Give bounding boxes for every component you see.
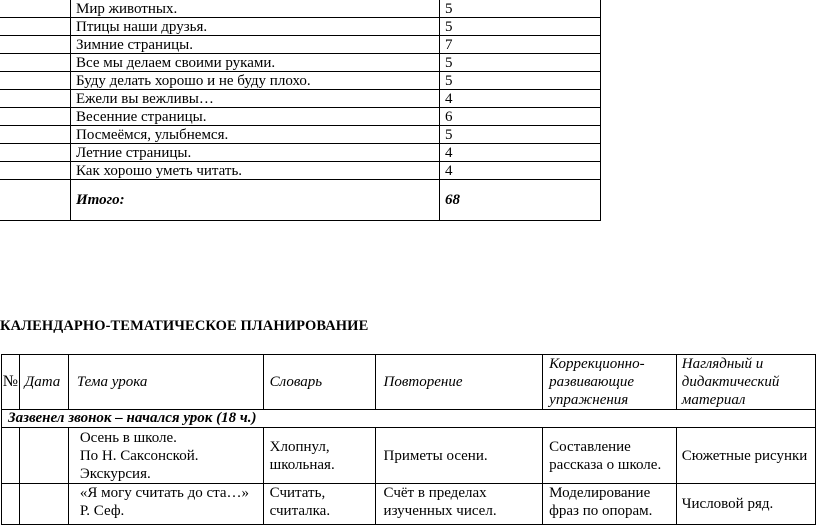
lesson-material [676, 484, 815, 525]
summary-row [0, 36, 601, 54]
lesson-date [19, 428, 68, 484]
summary-hours: 5 [440, 18, 601, 36]
section-row [2, 410, 816, 428]
lesson-topic-line: «Я могу считать до ста…» [79, 485, 250, 501]
summary-row [0, 108, 601, 126]
lesson-review-line: Счёт в пределах [383, 485, 487, 501]
lesson-vocab [263, 484, 375, 525]
lesson-row [2, 428, 816, 484]
summary-cell-empty [0, 162, 71, 180]
summary-title: Буду делать хорошо и не буду плохо. [71, 72, 440, 90]
summary-table [0, 0, 601, 221]
summary-cell-empty [0, 0, 71, 18]
lesson-num [2, 484, 20, 525]
lesson-vocab-line: Хлопнул, [269, 438, 330, 455]
summary-total-row [0, 180, 601, 221]
summary-title: Мир животных. [71, 0, 440, 18]
summary-hours: 5 [440, 72, 601, 90]
summary-cell-empty [0, 36, 71, 54]
lesson-material [676, 428, 815, 484]
header-num: № [2, 355, 20, 410]
lesson-correction-line: Составление [549, 438, 631, 455]
lesson-review-line: Приметы осени. [383, 447, 488, 464]
lesson-correction [543, 428, 677, 484]
lesson-topic [68, 484, 263, 525]
summary-hours: 4 [440, 144, 601, 162]
summary-total-value: 68 [440, 180, 601, 221]
lesson-review [375, 484, 543, 525]
summary-hours: 5 [440, 126, 601, 144]
lesson-correction-line: рассказа о школе. [549, 456, 662, 473]
lesson-topic-line: Р. Сеф. [79, 503, 125, 519]
summary-row [0, 72, 601, 90]
summary-row [0, 0, 601, 18]
summary-cell-empty [0, 180, 71, 221]
header-review: Повторение [375, 355, 543, 410]
summary-row [0, 90, 601, 108]
summary-title: Летние страницы. [71, 144, 440, 162]
summary-cell-empty [0, 144, 71, 162]
summary-row [0, 144, 601, 162]
lesson-num [2, 428, 20, 484]
summary-title: Посмеёмся, улыбнемся. [71, 126, 440, 144]
summary-cell-empty [0, 90, 71, 108]
summary-cell-empty [0, 126, 71, 144]
summary-cell-empty [0, 54, 71, 72]
calendar-header-row [2, 355, 816, 410]
summary-total-label: Итого: [71, 180, 440, 221]
lesson-correction-line: Моделирование [549, 485, 651, 501]
summary-title: Зимние страницы. [71, 36, 440, 54]
lesson-vocab-line: школьная. [269, 456, 335, 473]
section-title: Зазвенел звонок – начался урок (18 ч.) [2, 410, 816, 428]
lesson-material-line: Числовой ряд. [681, 496, 774, 512]
header-material: Наглядный и дидактический материал [676, 355, 815, 410]
summary-row [0, 162, 601, 180]
header-correction: Коррекционно-развивающие упражнения [543, 355, 677, 410]
summary-row [0, 18, 601, 36]
lesson-correction-line: фраз по опорам. [549, 503, 653, 519]
summary-title: Все мы делаем своими руками. [71, 54, 440, 72]
lesson-material-line: Сюжетные рисунки [681, 447, 808, 464]
summary-hours: 5 [440, 0, 601, 18]
summary-cell-empty [0, 18, 71, 36]
header-date: Дата [19, 355, 68, 410]
lesson-vocab [263, 428, 375, 484]
summary-hours: 6 [440, 108, 601, 126]
summary-title: Птицы наши друзья. [71, 18, 440, 36]
summary-cell-empty [0, 72, 71, 90]
lesson-topic-line: Осень в школе. [79, 429, 177, 446]
summary-row [0, 54, 601, 72]
summary-hours: 4 [440, 90, 601, 108]
lesson-vocab-line: считалка. [269, 503, 331, 519]
summary-cell-empty [0, 108, 71, 126]
page-heading: КАЛЕНДАРНО-ТЕМАТИЧЕСКОЕ ПЛАНИРОВАНИЕ [0, 318, 369, 334]
lesson-row [2, 484, 816, 525]
lesson-topic-line: По Н. Саксонской. [79, 447, 199, 464]
header-vocab: Словарь [263, 355, 375, 410]
lesson-vocab-line: Считать, [269, 485, 326, 501]
summary-row [0, 126, 601, 144]
lesson-topic [68, 428, 263, 484]
lesson-topic-line: Экскурсия. [79, 465, 151, 482]
summary-hours: 5 [440, 54, 601, 72]
lesson-date [19, 484, 68, 525]
calendar-table [1, 354, 816, 525]
summary-title: Весенние страницы. [71, 108, 440, 126]
summary-title: Как хорошо уметь читать. [71, 162, 440, 180]
lesson-review-line: изученных чисел. [383, 503, 497, 519]
lesson-correction [543, 484, 677, 525]
summary-hours: 4 [440, 162, 601, 180]
header-topic: Тема урока [68, 355, 263, 410]
summary-hours: 7 [440, 36, 601, 54]
summary-title: Ежели вы вежливы… [71, 90, 440, 108]
lesson-review [375, 428, 543, 484]
